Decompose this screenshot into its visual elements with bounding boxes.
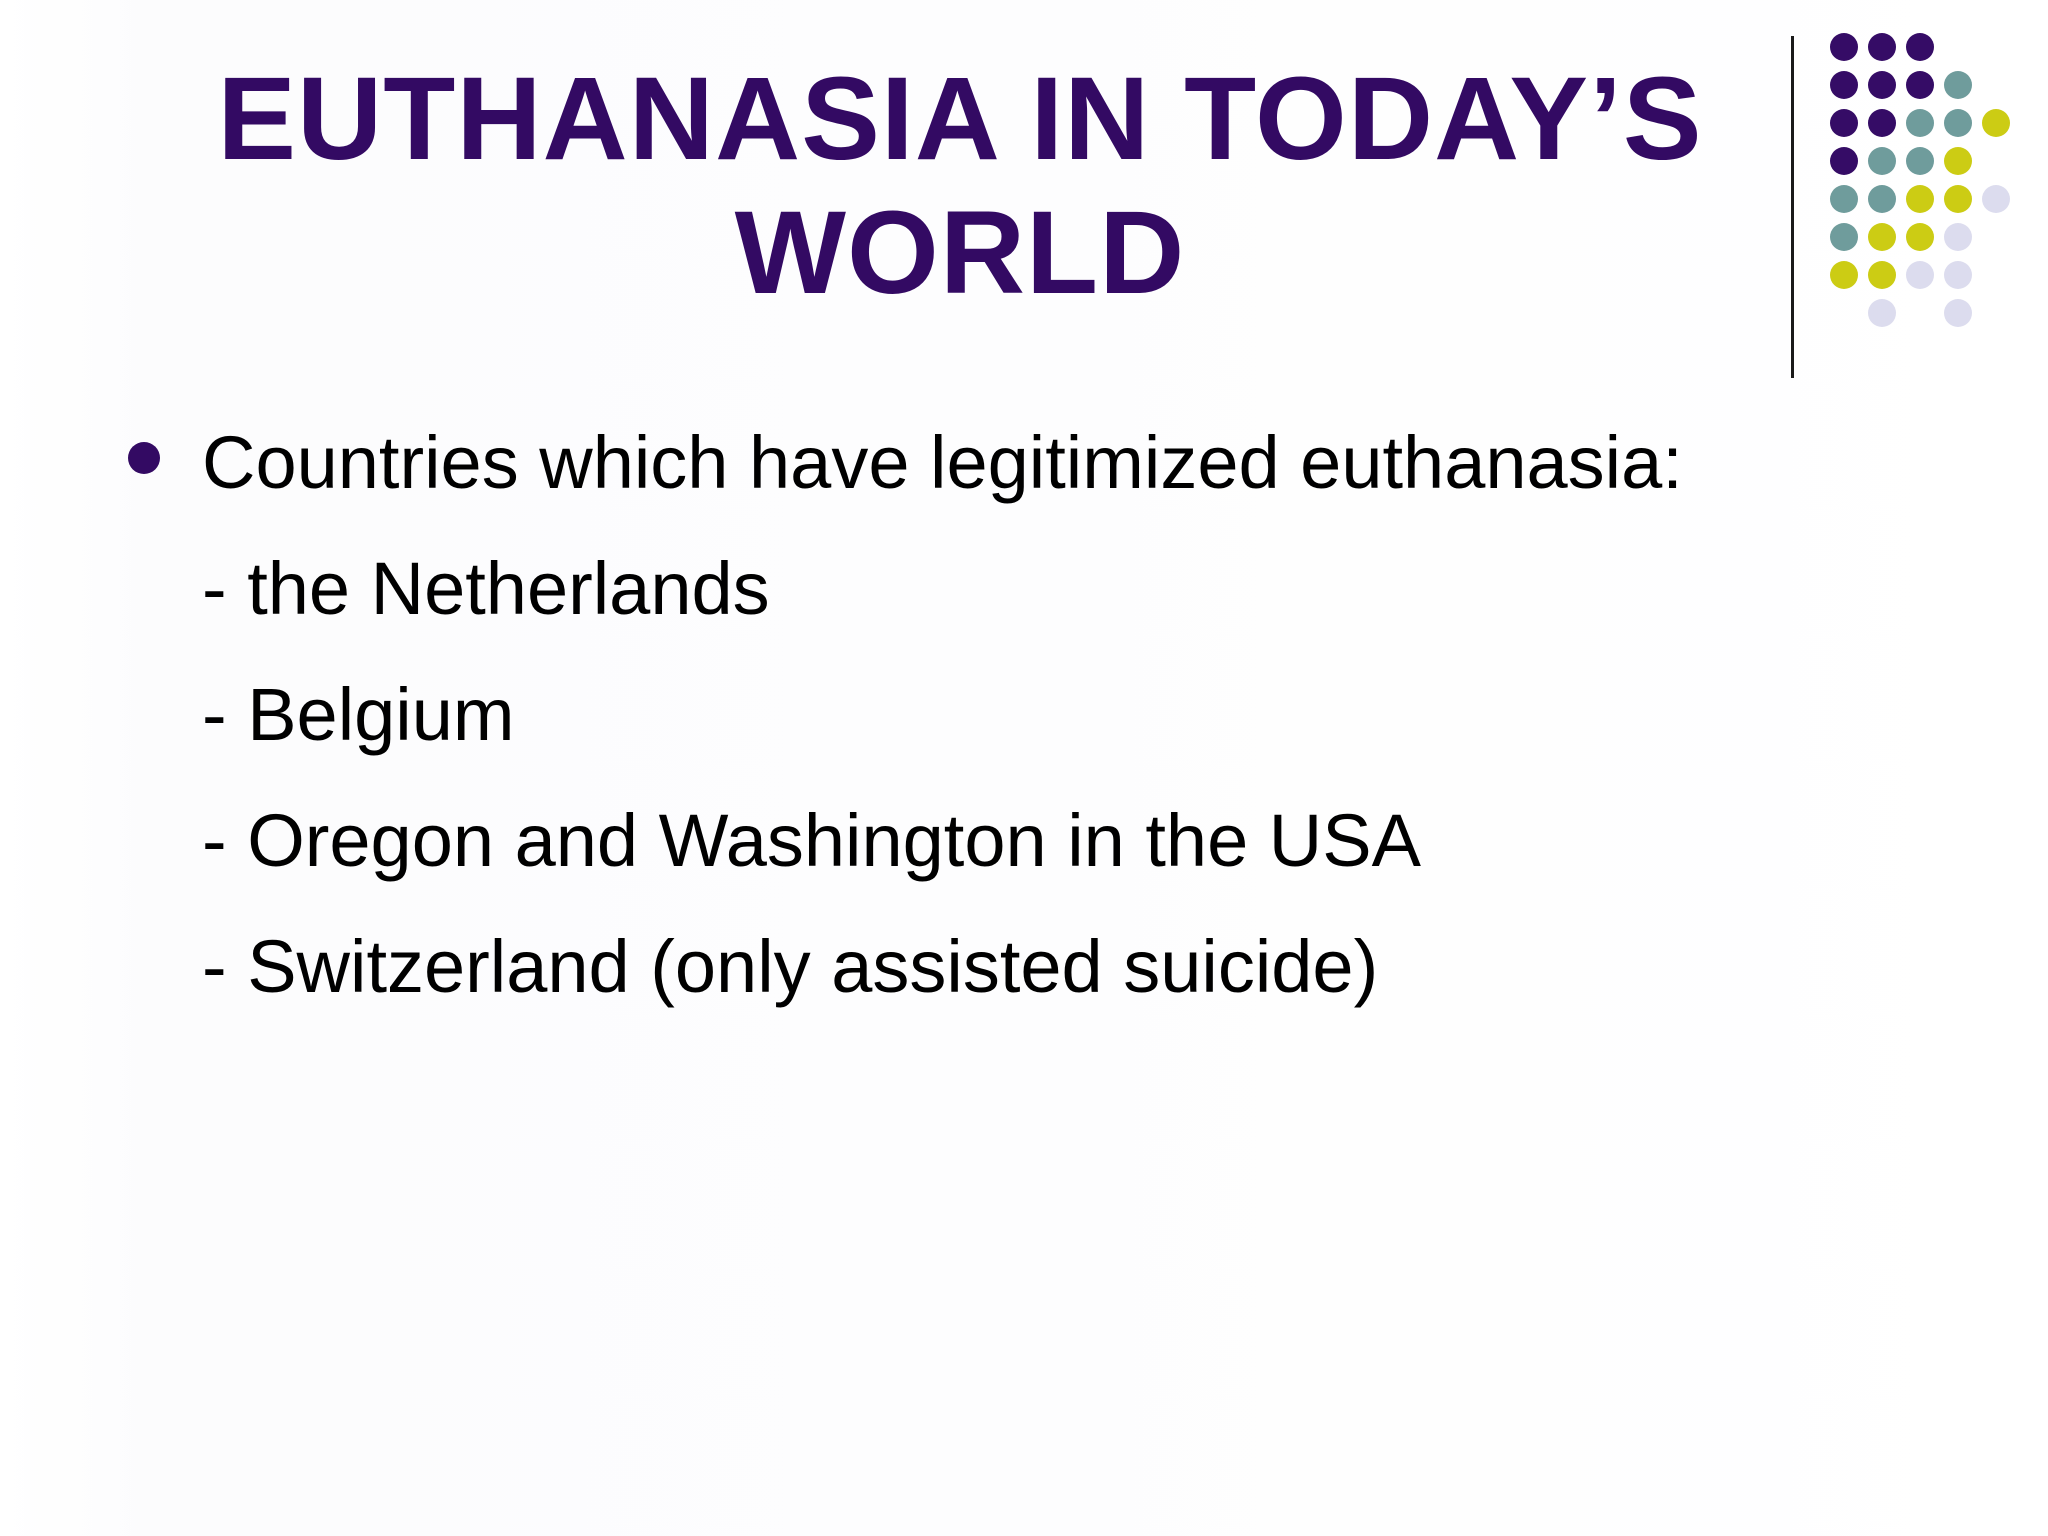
sub-item-belgium: - Belgium	[202, 673, 515, 756]
slide-title-line-1: EUTHANASIA IN TODAY’S	[217, 53, 1703, 185]
decorative-dot-grid	[0, 0, 2048, 400]
decorative-dot-icon	[1868, 147, 1896, 175]
decorative-dot-icon	[1830, 71, 1858, 99]
decorative-dot-icon	[1830, 33, 1858, 61]
decorative-dot-icon	[1944, 223, 1972, 251]
decorative-dot-icon	[1868, 299, 1896, 327]
decorative-dot-icon	[1982, 109, 2010, 137]
decorative-dot-icon	[1944, 147, 1972, 175]
bullet-item	[120, 400, 1740, 526]
sub-item-switzerland: - Switzerland (only assisted suicide)	[202, 925, 1379, 1008]
decorative-dot-icon	[1906, 33, 1934, 61]
bullet-dot-icon	[128, 442, 160, 474]
decorative-dot-icon	[1906, 261, 1934, 289]
slide-title-line-2: WORLD	[734, 187, 1186, 319]
decorative-dot-icon	[1868, 71, 1896, 99]
sub-item-netherlands: - the Netherlands	[202, 547, 770, 630]
decorative-dot-icon	[1906, 223, 1934, 251]
decorative-dot-icon	[1830, 261, 1858, 289]
decorative-dot-icon	[1868, 185, 1896, 213]
decorative-dot-icon	[1830, 185, 1858, 213]
sub-item-oregon-washington: - Oregon and Washington in the USA	[202, 799, 1421, 882]
decorative-dot-icon	[1944, 261, 1972, 289]
decorative-dot-icon	[1906, 109, 1934, 137]
decorative-dot-icon	[1906, 185, 1934, 213]
bullet-text: Countries which have legitimized euthanasia:	[202, 421, 1683, 504]
decorative-dot-icon	[1830, 109, 1858, 137]
decorative-dot-icon	[1944, 185, 1972, 213]
decorative-dot-icon	[1868, 261, 1896, 289]
decorative-dot-icon	[1944, 109, 1972, 137]
decorative-dot-icon	[1868, 223, 1896, 251]
decorative-dot-icon	[1906, 147, 1934, 175]
content-list	[120, 400, 1740, 1030]
decorative-dot-icon	[1830, 223, 1858, 251]
decorative-dot-icon	[1982, 185, 2010, 213]
decorative-dot-icon	[1906, 71, 1934, 99]
decorative-dot-icon	[1944, 299, 1972, 327]
decorative-dot-icon	[1868, 109, 1896, 137]
decorative-dot-icon	[1830, 147, 1858, 175]
decorative-dot-icon	[1944, 71, 1972, 99]
decorative-dot-icon	[1868, 33, 1896, 61]
